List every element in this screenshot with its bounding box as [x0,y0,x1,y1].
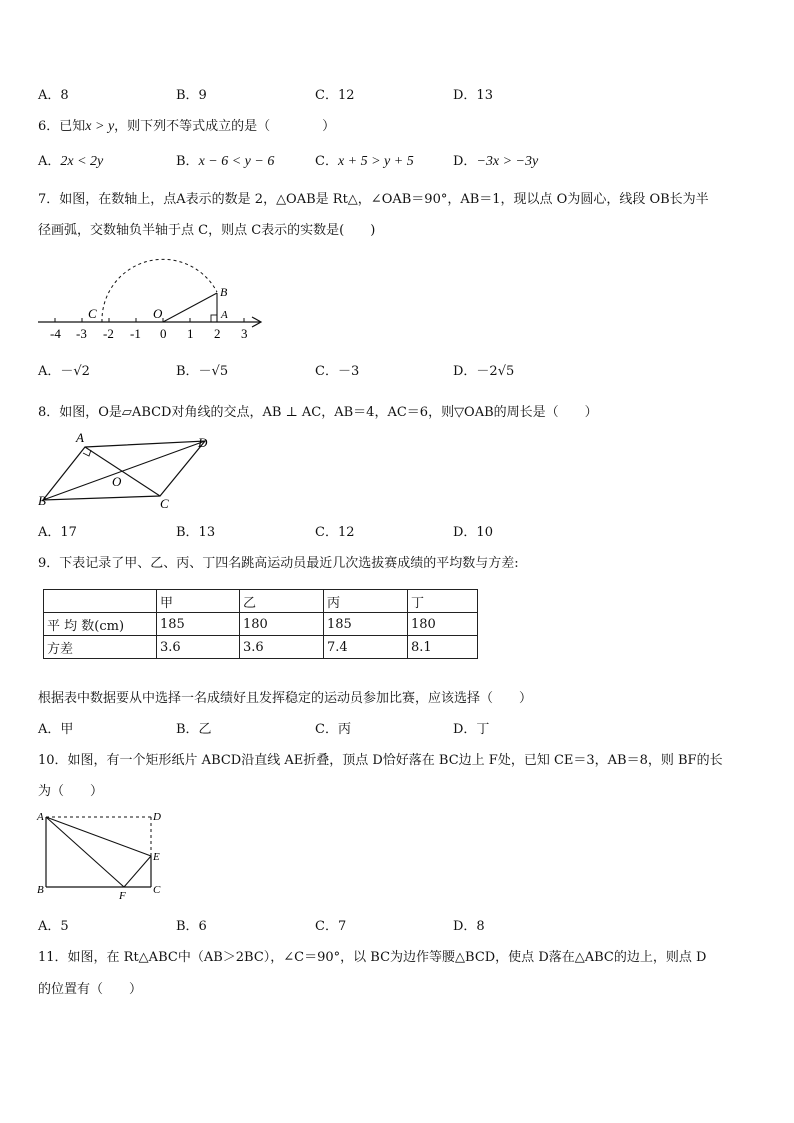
q5-option-d: D．13 [453,88,493,103]
q8-stem: 8．如图，O是▱ABCD对角线的交点，AB ⊥ AC，AB＝4，AC＝6，则▽OAB的周长是（ ） [38,405,598,420]
q10-stem-line2: 为（ ） [38,784,104,799]
q6-option-d-math: −3x > −3y [476,154,539,169]
q5-option-c: C．12 [315,88,355,103]
tick-label-1: 1 [187,326,194,341]
table-cell: 方差 [44,636,157,659]
point-label-e: E [153,851,160,863]
vertex-label-a: A [37,811,44,823]
table-row [44,613,478,636]
q8-option-c: C．12 [315,525,355,540]
table-header-cell: 乙 [240,590,324,613]
q8-option-d: D．10 [453,525,493,540]
tick-label-3: 3 [241,326,248,341]
q6-option-a [38,150,103,170]
q7-option-a: A．－√2 [38,364,90,379]
tick-label-2: 2 [214,326,221,341]
q6-option-c-math: x + 5 > y + 5 [337,154,414,169]
table-header-cell: 丁 [408,590,478,613]
vertex-label-d: D [198,435,208,450]
q10-rectangle-figure [34,808,174,903]
q6-stem-math: x > y [85,119,115,134]
table-cell: 185 [324,613,408,636]
table-row [44,636,478,659]
fold-line-ae [46,817,151,856]
vertex-label-c: C [160,496,169,511]
q6-option-c [315,150,414,170]
q9-option-b: B．乙 [176,722,212,737]
point-label-f: F [119,890,126,902]
table-cell: 180 [408,613,478,636]
q10-stem-line1: 10．如图，有一个矩形纸片 ABCD沿直线 AE折叠，顶点 D恰好落在 BC边上 F处，已知 CE＝3，AB＝8，则 BF的长 [38,753,723,768]
q10-option-a: A．5 [38,919,69,934]
q6-stem [38,115,335,135]
tick-label-0: 0 [160,326,167,341]
q7-option-c: C．－3 [315,364,360,379]
q9-option-c: C．丙 [315,722,351,737]
tick-label-neg2: -2 [103,326,114,341]
point-label-a: A [221,309,228,321]
segment-af [46,817,124,887]
number-line-ticks [55,318,244,322]
q9-option-a: A．甲 [38,722,74,737]
table-cell: 平 均 数(cm) [44,613,157,636]
q8-option-b: B．13 [176,525,216,540]
q6-option-b [176,150,274,170]
q9-option-d: D．丁 [453,722,490,737]
table-cell: 180 [240,613,324,636]
right-angle-mark [83,450,91,456]
tick-label-neg4: -4 [50,326,61,341]
q6-option-a-math: 2x < 2y [60,154,104,169]
q6-option-d-letter: D． [453,154,477,169]
q10-option-c: C．7 [315,919,347,934]
q7-stem-line2: 径画弧，交数轴负半轴于点 C，则点 C表示的实数是( ) [38,223,376,238]
table-cell: 3.6 [157,636,240,659]
right-angle-mark [211,315,217,322]
q5-option-a: A．8 [38,88,69,103]
q9-question: 根据表中数据要从中选择一名成绩好且发挥稳定的运动员参加比赛，应该选择（ ） [38,691,533,706]
q6-option-b-letter: B． [176,154,199,169]
table-header-cell [44,590,157,613]
vertex-label-b: B [38,493,46,508]
q6-option-d [453,150,538,170]
table-header-cell: 甲 [157,590,240,613]
segment-ob [163,293,217,322]
table-cell: 7.4 [324,636,408,659]
center-label-o: O [112,474,122,489]
q11-stem-line2: 的位置有（ ） [38,982,143,997]
q7-option-d: D．－2√5 [453,364,515,379]
q10-option-d: D．8 [453,919,485,934]
q9-stem: 9．下表记录了甲、乙、丙、丁四名跳高运动员最近几次选拔赛成绩的平均数与方差: [38,556,519,571]
table-header-cell: 丙 [324,590,408,613]
q6-stem-prefix: 6．已知 [38,119,86,134]
q8-parallelogram-figure [30,428,230,512]
point-label-c: C [88,306,97,321]
point-label-o: O [153,306,163,321]
vertex-label-b: B [37,884,44,896]
point-label-b: B [220,285,228,299]
q7-number-line-figure [30,245,270,345]
q11-stem-line1: 11．如图，在 Rt△ABC中（AB＞2BC），∠C＝90°，以 BC为边作等腰△BCD，使点 D落在△ABC的边上，则点 D [38,950,707,965]
tick-label-neg3: -3 [76,326,87,341]
q6-option-a-letter: A． [38,154,61,169]
vertex-label-c: C [153,884,161,896]
vertex-label-a: A [76,430,84,445]
q7-stem-line1: 7．如图，在数轴上，点A表示的数是 2，△OAB是 Rt△，∠OAB＝90°，AB＝1，现以点 O为圆心，线段 OB长为半 [38,192,709,207]
q7-option-b: B．－√5 [176,364,229,379]
q8-option-a: A．17 [38,525,77,540]
q6-option-c-letter: C． [315,154,338,169]
table-cell: 3.6 [240,636,324,659]
q6-stem-suffix: ，则下列不等式成立的是（ ） [114,119,336,134]
tick-label-neg1: -1 [130,326,141,341]
segment-fe [124,856,151,887]
vertex-label-d: D [153,811,161,823]
table-cell: 185 [157,613,240,636]
score-table [43,589,478,659]
q5-option-b: B．9 [176,88,207,103]
table-cell: 8.1 [408,636,478,659]
q6-option-b-math: x − 6 < y − 6 [198,154,275,169]
q10-option-b: B．6 [176,919,207,934]
table-header-row [44,590,478,613]
